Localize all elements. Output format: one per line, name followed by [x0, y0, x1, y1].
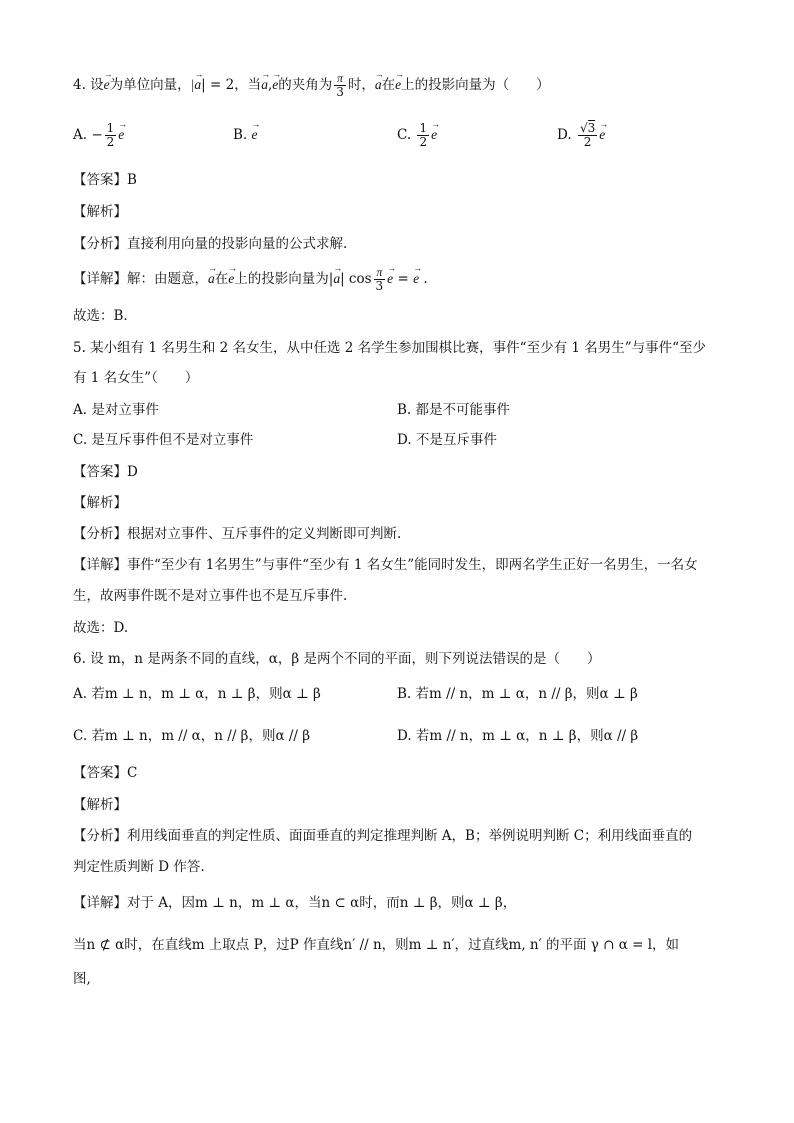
q5-guxuan: 故选：D. — [73, 620, 129, 636]
q4-guxuan: 故选：B. — [73, 308, 128, 324]
q6-option-d: D. 若m // n，m ⊥ α，n ⊥ β，则α // β — [397, 728, 639, 744]
q5-answer: 【答案】D — [73, 464, 138, 480]
q5-option-c: C. 是互斥事件但不是对立事件 — [73, 432, 254, 448]
q5-option-a: A. 是对立事件 — [73, 402, 159, 418]
q5-jiexi: 【解析】 — [73, 495, 127, 511]
q6-fenxi-line2: 判定性质判断 D 作答. — [73, 859, 205, 875]
q6-jiexi: 【解析】 — [73, 797, 127, 813]
q6-option-a: A. 若m ⊥ n，m ⊥ α，n ⊥ β，则α ⊥ β — [73, 686, 321, 702]
q4-jiexi: 【解析】 — [73, 204, 127, 220]
q4-option-b: B. → e — [233, 122, 258, 145]
q5-stem-line1: 5. 某小组有 1 名男生和 2 名女生，从中任选 2 名学生参加围棋比赛，事件“至少有 1 名男生”与事件“至少 — [73, 340, 707, 356]
q4-stem: 4. 设→ e为单位向量，|→ a| = 2，当→ a,→ e的夹角为 $\frac{\pi}{3}$ 时，→ a在→ e上的投影向量为（ ） — [73, 72, 724, 99]
q4-option-a: A. − $\frac{1}{2}$ → e — [73, 122, 124, 149]
q5-option-b: B. 都是不可能事件 — [397, 402, 511, 418]
q6-stem: 6. 设 m，n 是两条不同的直线，α，β 是两个不同的平面，则下列说法错误的是（ ） — [73, 651, 601, 667]
vector-e: → e — [104, 72, 110, 92]
q6-option-c: C. 若m ⊥ n，m // α，n // β，则α // β — [73, 728, 311, 744]
q6-detail-line3: 图, — [73, 971, 91, 987]
q6-detail-line2: 当n ⊄ α时，在直线m 上取点 P，过P 作直线n′ // n，则m ⊥ n′，过直线m, n′ 的平面 γ ∩ α = l，如 — [73, 937, 680, 953]
q5-option-d: D. 不是互斥事件 — [397, 432, 497, 448]
q4-answer: 【答案】B — [73, 172, 137, 188]
q6-option-b: B. 若m // n，m ⊥ α，n // β，则α ⊥ β — [397, 686, 638, 702]
q6-detail-line1: 【详解】对于 A，因m ⊥ n，m ⊥ α，当n ⊂ α时，而n ⊥ β，则α ⊥ β， — [73, 895, 517, 911]
q5-fenxi: 【分析】根据对立事件、互斥事件的定义判断即可判断. — [73, 526, 402, 542]
q5-detail-line2: 生，故两事件既不是对立事件也不是互斥事件. — [73, 588, 348, 604]
q4-fenxi: 【分析】直接利用向量的投影向量的公式求解. — [73, 236, 348, 252]
q5-stem-line2: 有 1 名女生”（ ） — [73, 370, 199, 386]
q5-detail-line1: 【详解】事件“至少有 1名男生”与事件“至少有 1 名女生”能同时发生，即两名学生正好一名男生，一名女 — [73, 557, 698, 573]
fraction-pi-3: $\frac{\pi}{3}$ — [336, 71, 344, 99]
q4-option-c: C. $\frac{1}{2}$ → e — [397, 122, 437, 149]
q6-fenxi-line1: 【分析】利用线面垂直的判定性质、面面垂直的判定推理判断 A，B；举例说明判断 C；利用线面垂直的 — [73, 828, 693, 844]
q6-answer: 【答案】C — [73, 765, 138, 781]
q4-detail: 【详解】解：由题意，→ a在→ e上的投影向量为|→ a| cos $\frac{\pi}{3}$ → e = → e . — [73, 266, 724, 293]
q4-option-d: D. $\frac{√3}{2}$ → e — [557, 122, 605, 149]
vector-a: → a — [194, 72, 201, 92]
